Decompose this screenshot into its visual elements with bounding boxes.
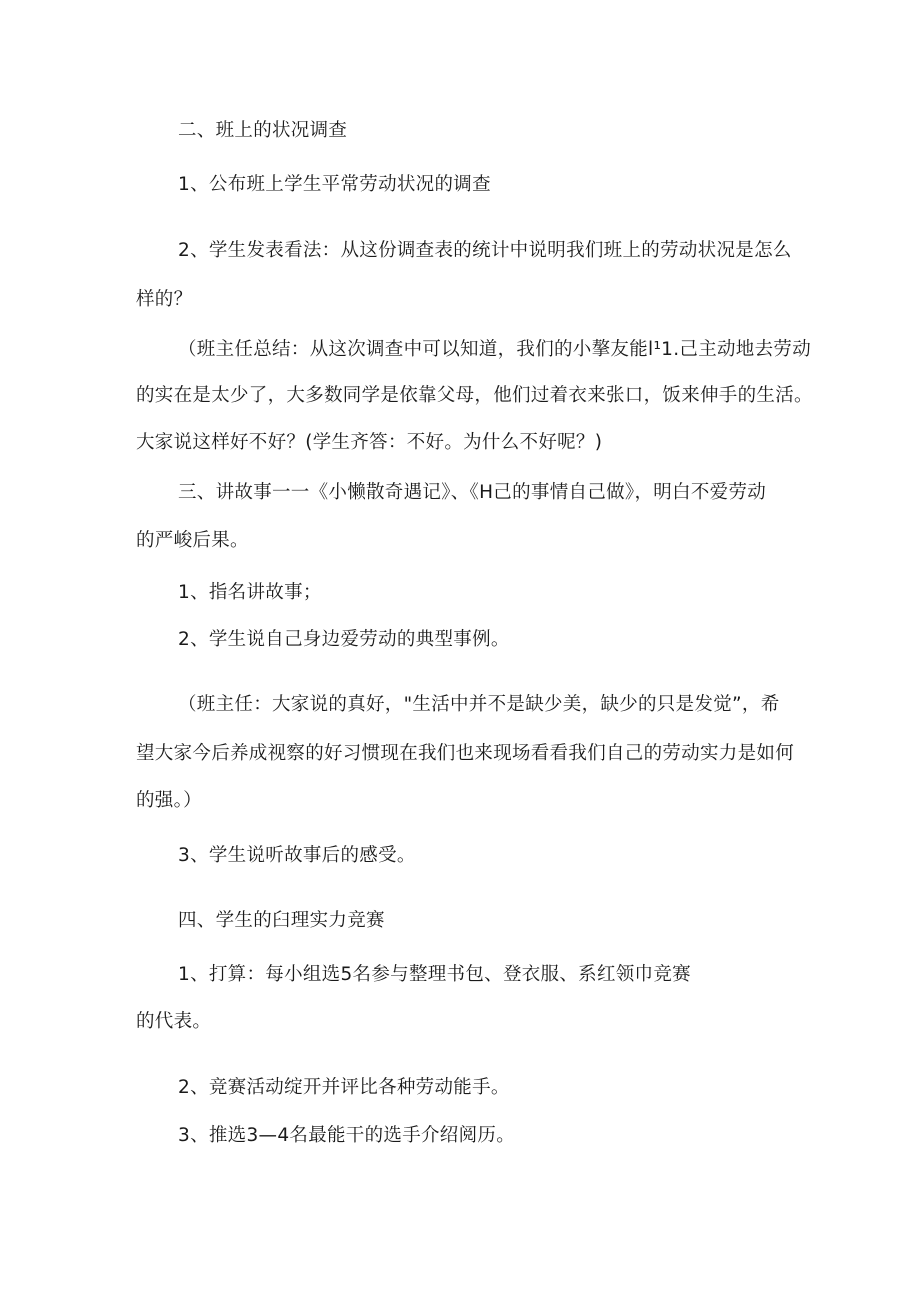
paragraph-line: 1、公布班上学生平常劳动状况的调查 xyxy=(178,174,491,195)
paragraph-line: 的代表。 xyxy=(136,1011,212,1032)
paragraph-line: 3、学生说听故事后的感受。 xyxy=(178,845,416,866)
paragraph-line: 的强。） xyxy=(136,790,202,811)
paragraph-line: 2、竞赛活动绽开并评比各种劳动能手。 xyxy=(178,1077,510,1098)
paragraph-line: 2、学生发表看法：从这份调查表的统计中说明我们班上的劳动状况是怎么 xyxy=(178,240,792,261)
section-heading-2: 二、班上的状况调查 xyxy=(178,120,348,141)
paragraph-line: （班主任总结：从这次调查中可以知道，我们的小摮友能l¹1.己主动地去劳动 xyxy=(178,339,812,360)
paragraph-line: 1、打算：每小组选5名参与整理书包、登衣服、系红领巾竞赛 xyxy=(178,964,691,985)
paragraph-line: 2、学生说自己身边爱劳动的典型事例。 xyxy=(178,629,510,650)
paragraph-line: 3、推选3—4名最能干的选手介绍阅历。 xyxy=(178,1125,516,1146)
paragraph-line: 样的？ xyxy=(136,289,193,310)
paragraph-line: 1、指名讲故事； xyxy=(178,582,322,603)
paragraph-line: 望大家今后养成视察的好习惯现在我们也来现场看看我们自己的劳动实力是如何 xyxy=(136,743,795,764)
paragraph-line: 的严峻后果。 xyxy=(136,530,249,551)
paragraph-line: 的实在是太少了，大多数同学是依靠父母，他们过着衣来张口，饭来伸手的生活。 xyxy=(136,385,813,406)
section-heading-4: 四、学生的臼理实力竞赛 xyxy=(178,910,385,931)
paragraph-line: 大家说这样好不好？(学生齐答：不好。为什么不好呢？) xyxy=(136,432,603,453)
paragraph-line: （班主任：大家说的真好，"生活中并不是缺少美，缺少的只是发觉”，希 xyxy=(178,694,780,715)
section-heading-3: 三、讲故事一一《小懒散奇遇记》、《H己的事情自己做》，明白不爱劳动 xyxy=(178,482,767,503)
